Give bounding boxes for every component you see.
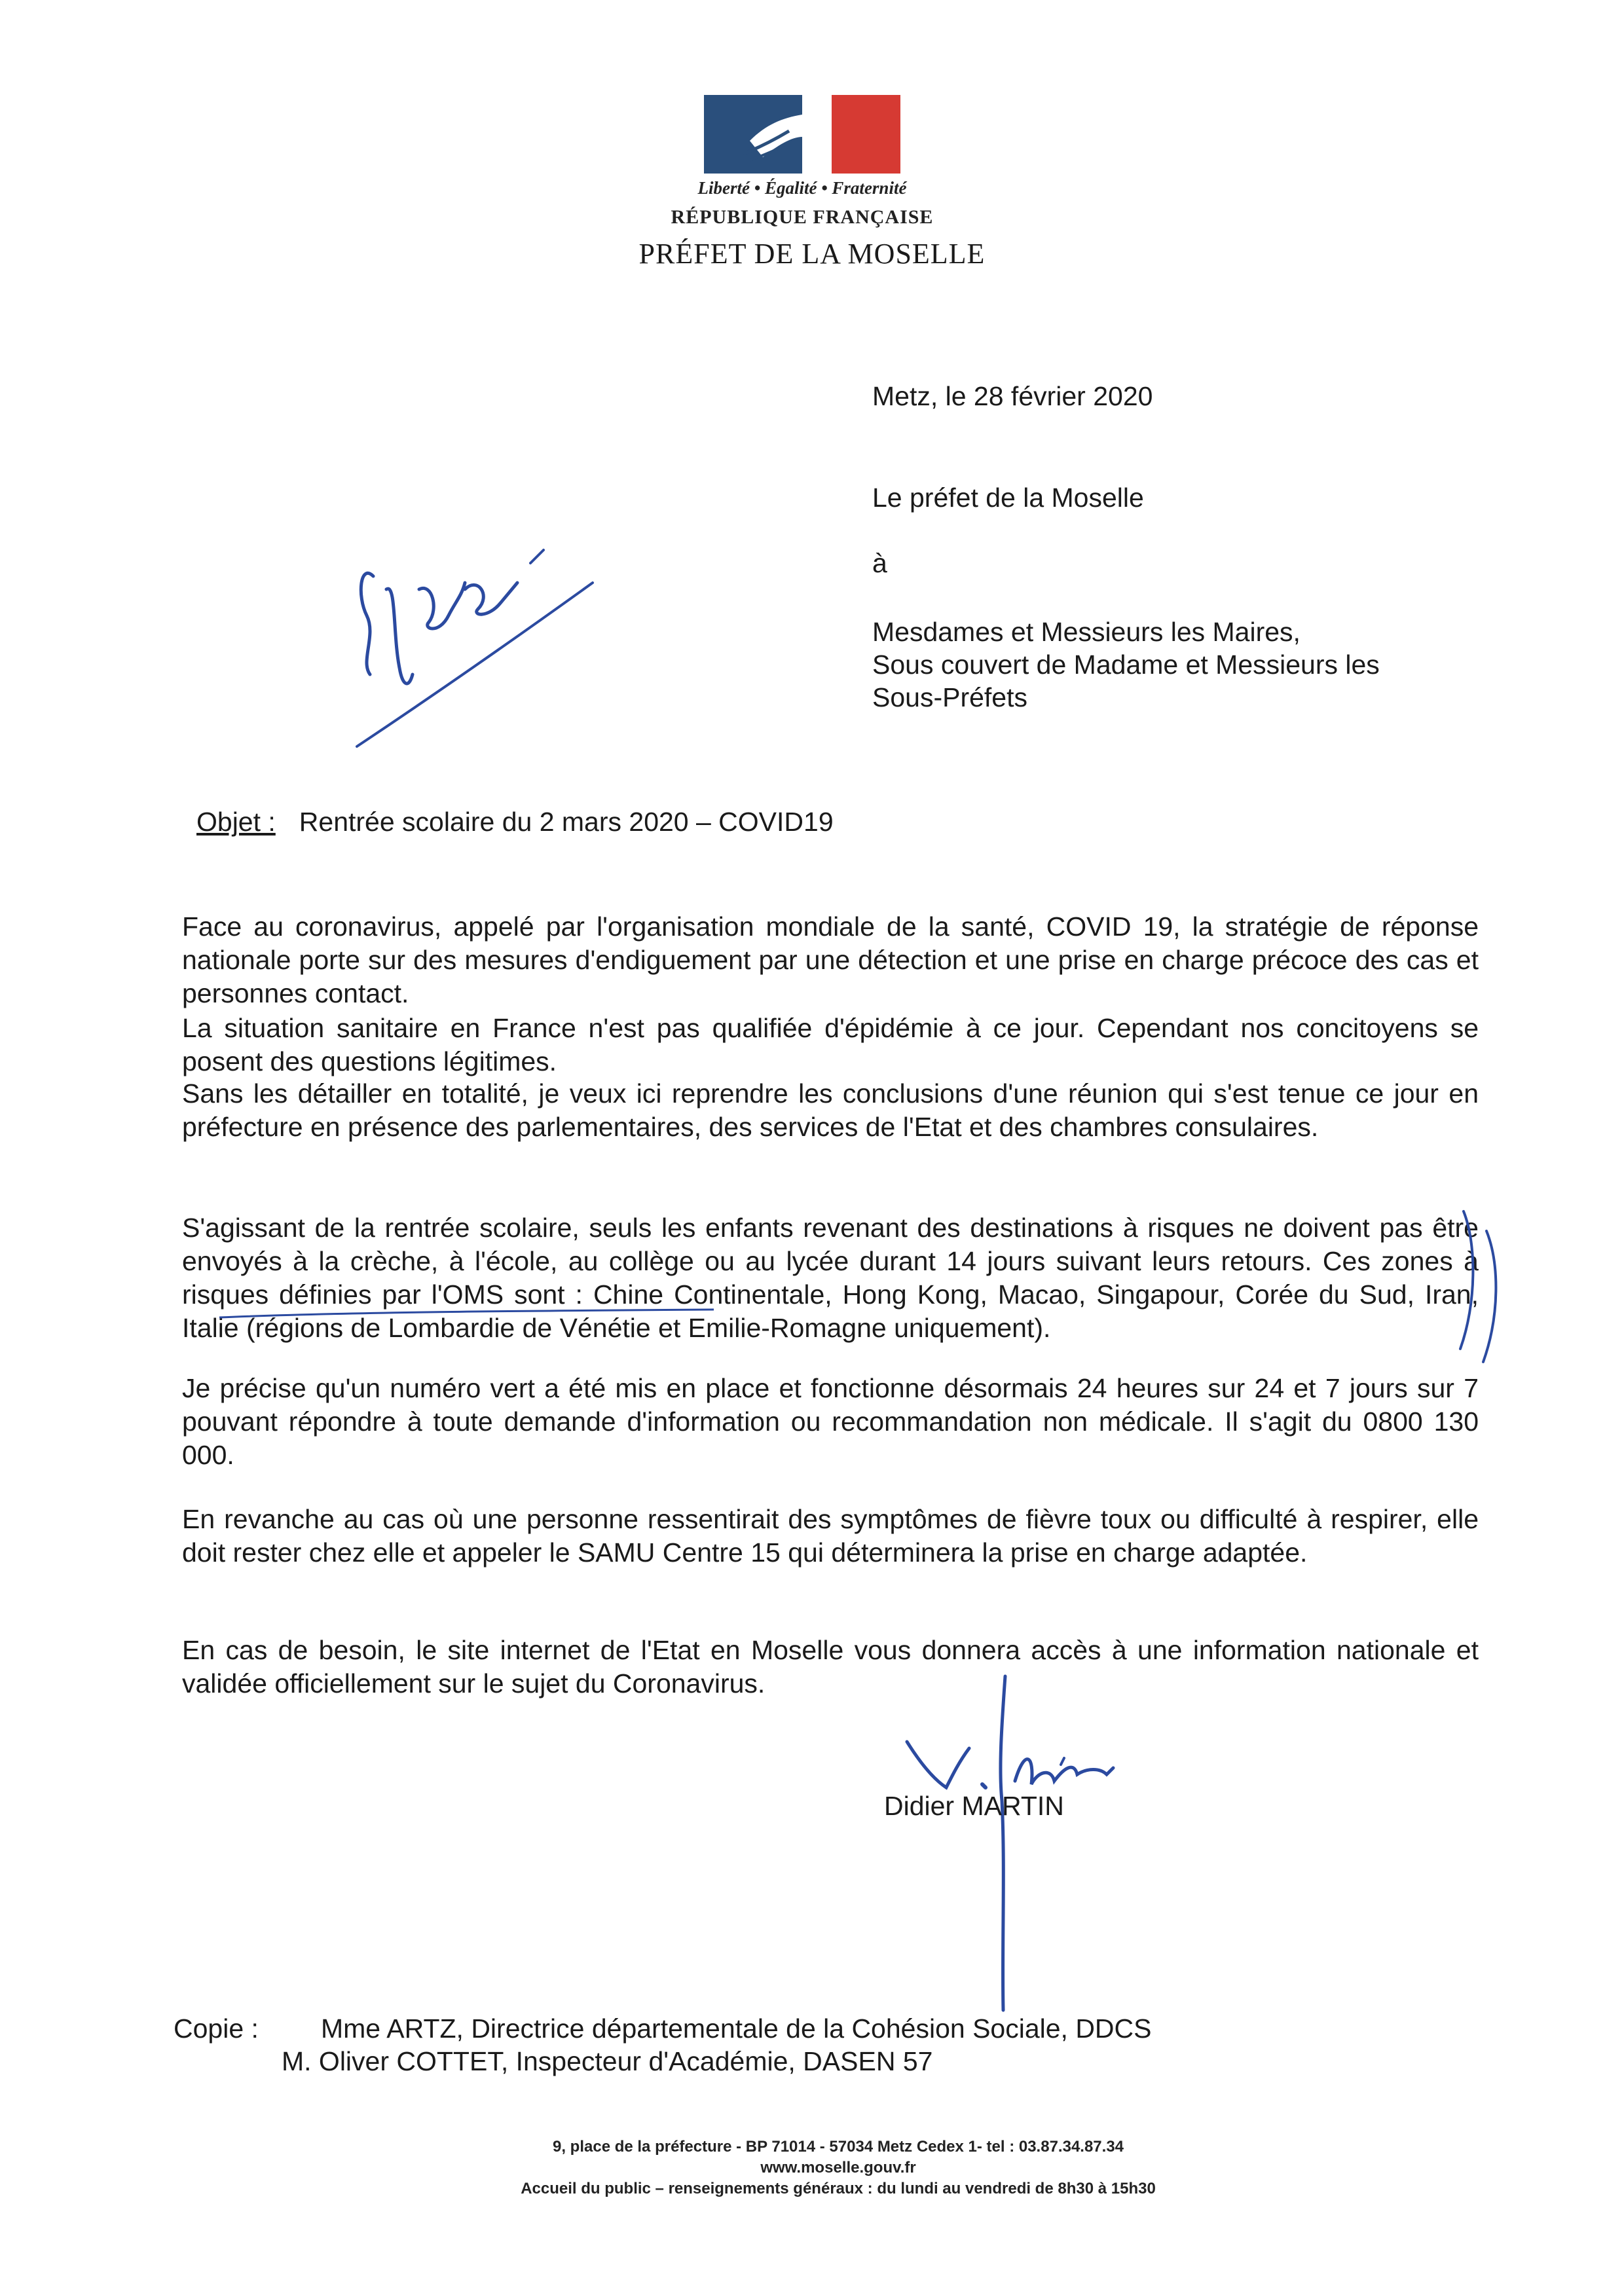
letter-date: Metz, le 28 février 2020: [872, 381, 1153, 411]
footer-hours: Accueil du public – renseignements généraux : du lundi au vendredi de 8h30 à 15h30: [521, 2180, 1156, 2197]
margin-bracket-annotation: [1450, 1205, 1516, 1368]
footer-website: www.moselle.gouv.fr: [760, 2159, 916, 2176]
subject-text: Rentrée scolaire du 2 mars 2020 – COVID19: [299, 807, 834, 837]
copy-label: Copie :: [174, 2013, 259, 2044]
prefect-title: PRÉFET DE LA MOSELLE: [638, 238, 986, 270]
motto: Liberté • Égalité • Fraternité: [697, 178, 907, 198]
paragraph: Face au coronavirus, appelé par l'organisation mondiale de la santé, COVID 19, la stratégie de réponse nationale porte sur des mesures d'endiguement par une détection et une prise en charge précoce des cas et personnes contact.: [182, 911, 1479, 1008]
subject-line: [196, 805, 834, 838]
paragraph: En cas de besoin, le site internet de l'Etat en Moselle vous donnera accès à une information nationale et validée officiellement sur le sujet du Coronavirus.: [182, 1635, 1479, 1698]
paragraph: La situation sanitaire en France n'est pas qualifiée d'épidémie à ce jour. Cependant nos concitoyens se posent des questions légitimes.: [182, 1013, 1479, 1076]
letter-to: à: [872, 548, 887, 578]
recipient-line: Sous-Préfets: [872, 682, 1027, 712]
marianne-logo: [704, 95, 900, 174]
subject-label: Objet :: [196, 807, 276, 837]
letter-sender: Le préfet de la Moselle: [872, 483, 1144, 513]
paragraph: Sans les détailler en totalité, je veux ici reprendre les conclusions d'une réunion qui s'est tenue ce jour en préfecture en présence des parlementaires, des services de l'Etat et des chambres consulaires.: [182, 1078, 1479, 1142]
paragraph: En revanche au cas où une personne ressentirait des symptômes de fièvre toux ou difficulté à respirer, elle doit rester chez elle et appeler le SAMU Centre 15 qui déterminera la prise en charge adaptée.: [182, 1504, 1479, 1568]
handwritten-signature: [897, 1670, 1159, 2023]
copy-recipient: Mme ARTZ, Directrice départementale de la Cohésion Sociale, DDCS: [321, 2013, 1152, 2044]
signer-name: Didier MARTIN: [884, 1791, 1064, 1821]
recipients: [872, 615, 1462, 714]
paragraph: Je précise qu'un numéro vert a été mis en place et fonctionne désormais 24 heures sur 24 et 7 jours sur 7 pouvant répondre à toute demande d'information ou recommandation non médicale. Il s'agit du 0800 130 000.: [182, 1373, 1479, 1470]
underline-annotation: [216, 1304, 740, 1331]
paragraph-school: S'agissant de la rentrée scolaire, seuls les enfants revenant des destinations à risques ne doivent pas être envoyés à la crèche, à l'école, au collège ou au lycée durant 14 jours suivant leurs retours. Ces zones à risques définies par l'OMS sont : Chine Continentale, Hong Kong, Macao, Singapour, Corée du Sud, Iran, Italie (régions de Lombardie de Vénétie et Emilie-Romagne uniquement).: [182, 1213, 1479, 1343]
footer-address: 9, place de la préfecture - BP 71014 - 57034 Metz Cedex 1- tel : 03.87.34.87.34: [552, 2138, 1124, 2156]
republic-label: RÉPUBLIQUE FRANÇAISE: [671, 206, 934, 228]
recipient-line: Mesdames et Messieurs les Maires,: [872, 617, 1301, 647]
handwritten-signe-mark: [347, 537, 609, 753]
copy-recipient: M. Oliver COTTET, Inspecteur d'Académie, DASEN 57: [282, 2046, 933, 2076]
recipient-line: Sous couvert de Madame et Messieurs les: [872, 650, 1380, 680]
